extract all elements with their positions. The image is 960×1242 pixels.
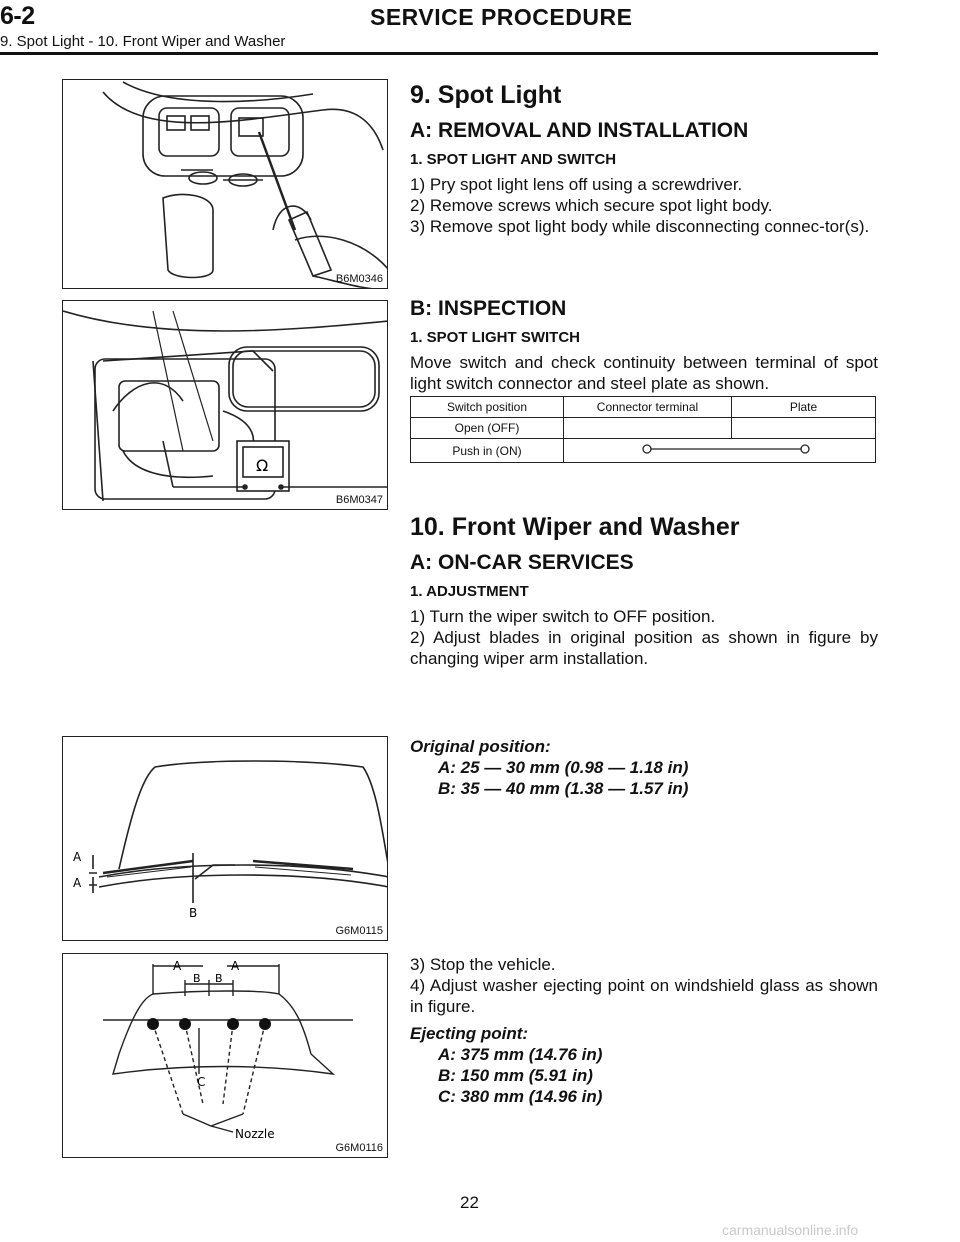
ohm-symbol: Ω [256, 456, 269, 475]
figure-spot-light-inspection [62, 300, 388, 510]
section-heading: 10. Front Wiper and Washer [410, 513, 740, 541]
dimension-label-b: B [215, 972, 223, 985]
figure-caption: B6M0347 [335, 494, 383, 506]
dimension-label-c: C [197, 1075, 206, 1089]
table-cell [564, 418, 732, 439]
step-text: 3) Remove spot light body while disconnecting connec-tor(s). [410, 217, 870, 236]
dimension-label-a: A [173, 959, 182, 973]
step-text: 1) Turn the wiper switch to OFF position. [410, 607, 716, 626]
table-header-row [411, 397, 876, 418]
watermark: carmanualsonline.info [722, 1222, 859, 1238]
nozzle-label: Nozzle [235, 1127, 275, 1141]
procedure-heading: 1. SPOT LIGHT AND SWITCH [410, 151, 617, 168]
figure-caption: B6M0346 [335, 273, 383, 285]
continuity-indicator [564, 439, 876, 463]
figure-caption: G6M0115 [335, 925, 383, 937]
table-row [411, 418, 876, 439]
washer-adjustment [410, 954, 878, 1107]
inspection-text: Move switch and check continuity between terminal of spot light switch connector and steel plate as shown. [410, 353, 878, 393]
wiper-position-illustration [63, 737, 388, 941]
continuity-line-icon [565, 439, 875, 459]
subsection-heading: B: INSPECTION [410, 297, 567, 320]
subsection-heading: A: ON-CAR SERVICES [410, 551, 634, 574]
table-cell [732, 418, 876, 439]
spec-label: Original position: [410, 737, 551, 756]
table-cell: Open (OFF) [411, 418, 564, 439]
subsection-heading: A: REMOVAL AND INSTALLATION [410, 119, 749, 142]
table-row [411, 439, 876, 463]
section-front-wiper-washer [410, 512, 878, 669]
continuity-table [410, 396, 876, 463]
step-text: 2) Remove screws which secure spot light body. [410, 196, 773, 215]
header-rule [0, 52, 878, 55]
figure-washer-ejecting-point [62, 953, 388, 1158]
dimension-label-a: A [73, 850, 82, 864]
step-text: 2) Adjust blades in original position as shown in figure by changing wiper arm installation. [410, 628, 878, 668]
step-text: 3) Stop the vehicle. [410, 955, 556, 974]
page-title: SERVICE PROCEDURE [370, 4, 633, 30]
section-spot-light-inspection [410, 296, 878, 394]
dimension-label-a: A [73, 876, 82, 890]
spec-value: B: 150 mm (5.91 in) [438, 1066, 593, 1085]
spec-value: B: 35 — 40 mm (1.38 — 1.57 in) [438, 779, 689, 798]
spot-light-removal-illustration [63, 80, 388, 289]
page-subtitle: 9. Spot Light - 10. Front Wiper and Washer [0, 33, 286, 50]
table-header: Switch position [411, 397, 564, 418]
section-spot-light-removal [410, 80, 878, 237]
procedure-heading: 1. SPOT LIGHT SWITCH [410, 329, 581, 346]
section-code: 6-2 [0, 2, 35, 30]
spec-value: C: 380 mm (14.96 in) [438, 1087, 603, 1106]
figure-caption: G6M0116 [335, 1142, 383, 1154]
procedure-heading: 1. ADJUSTMENT [410, 583, 529, 600]
dimension-label-b: B [189, 906, 198, 920]
original-position-spec [410, 736, 878, 799]
figure-spot-light-removal [62, 79, 388, 289]
step-text: 4) Adjust washer ejecting point on windshield glass as shown in figure. [410, 976, 878, 1016]
spec-value: A: 375 mm (14.76 in) [438, 1045, 603, 1064]
table-header: Plate [732, 397, 876, 418]
page-number: 22 [460, 1193, 479, 1212]
spec-value: A: 25 — 30 mm (0.98 — 1.18 in) [438, 758, 689, 777]
table-header: Connector terminal [564, 397, 732, 418]
table-cell: Push in (ON) [411, 439, 564, 463]
step-text: 1) Pry spot light lens off using a screwdriver. [410, 175, 743, 194]
dimension-label-b: B [193, 972, 201, 985]
section-heading: 9. Spot Light [410, 81, 562, 109]
dimension-label-a: A [231, 959, 240, 973]
spec-label: Ejecting point: [410, 1024, 529, 1043]
spot-light-inspection-illustration [63, 301, 388, 510]
washer-ejecting-illustration [63, 954, 388, 1158]
figure-wiper-position [62, 736, 388, 941]
